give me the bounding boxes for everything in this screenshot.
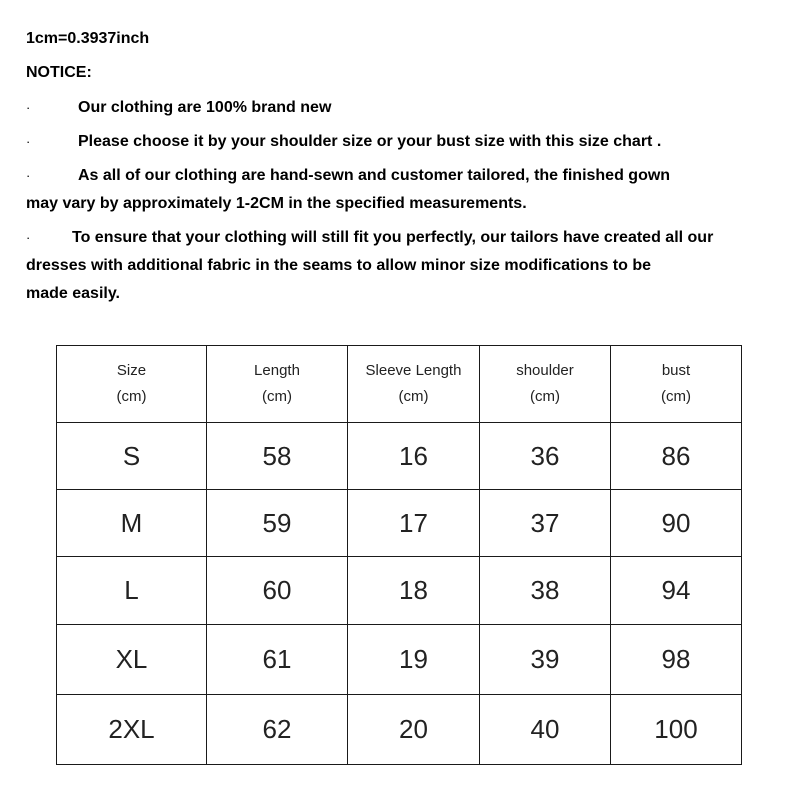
column-header-label: Sleeve Length <box>365 362 462 379</box>
column-header-label: shoulder <box>516 362 574 379</box>
bullet-icon: · <box>26 134 31 149</box>
cell-length: 59 <box>207 490 348 557</box>
cell-shoulder: 40 <box>480 695 611 765</box>
notice-title: NOTICE: <box>26 64 92 81</box>
column-header-bust <box>611 346 742 423</box>
bullet-icon: · <box>26 100 31 115</box>
column-header-shoulder <box>480 346 611 423</box>
cell-bust: 94 <box>611 557 742 625</box>
cell-shoulder: 36 <box>480 423 611 490</box>
bullet-icon: · <box>26 168 31 183</box>
column-header-unit: (cm) <box>116 388 147 405</box>
notice-item <box>26 94 766 122</box>
cell-shoulder: 39 <box>480 625 611 695</box>
cell-length: 61 <box>207 625 348 695</box>
table-row <box>57 695 742 765</box>
table-row <box>57 423 742 490</box>
notice-text: Please choose it by your shoulder size or your bust size with this size chart . <box>78 133 662 150</box>
cell-sleeve-length: 20 <box>348 695 480 765</box>
column-header-length <box>207 346 348 423</box>
notice-text: To ensure that your clothing will still fit you perfectly, our tailors have created all our <box>72 229 714 246</box>
column-header-unit: (cm) <box>661 388 691 405</box>
table-header-row <box>57 346 742 423</box>
cell-size: L <box>57 557 207 625</box>
cell-shoulder: 38 <box>480 557 611 625</box>
notice-text-continued: made easily. <box>26 285 120 302</box>
cell-sleeve-length: 19 <box>348 625 480 695</box>
bullet-icon: · <box>26 230 31 245</box>
column-header-label: Size <box>116 362 147 379</box>
cell-length: 60 <box>207 557 348 625</box>
cell-size: XL <box>57 625 207 695</box>
cell-size: M <box>57 490 207 557</box>
cell-size: S <box>57 423 207 490</box>
cell-bust: 98 <box>611 625 742 695</box>
column-header-label: Length <box>254 362 300 379</box>
cell-length: 62 <box>207 695 348 765</box>
size-chart-table <box>56 345 742 765</box>
cell-bust: 90 <box>611 490 742 557</box>
cell-sleeve-length: 16 <box>348 423 480 490</box>
notice-item <box>26 128 766 156</box>
column-header-unit: (cm) <box>262 388 292 405</box>
table-row <box>57 490 742 557</box>
unit-conversion: 1cm=0.3937inch <box>26 30 150 47</box>
cell-length: 58 <box>207 423 348 490</box>
notice-text: Our clothing are 100% brand new <box>78 99 332 116</box>
notice-item <box>26 224 766 308</box>
column-header-label: bust <box>661 362 691 379</box>
table-row <box>57 625 742 695</box>
notice-text-continued: dresses with additional fabric in the seams to allow minor size modifications to be <box>26 257 652 274</box>
column-header-unit: (cm) <box>530 388 560 405</box>
notice-text-continued: may vary by approximately 1-2CM in the specified measurements. <box>26 195 527 212</box>
cell-bust: 86 <box>611 423 742 490</box>
cell-sleeve-length: 17 <box>348 490 480 557</box>
table-row <box>57 557 742 625</box>
column-header-unit: (cm) <box>398 388 429 405</box>
column-header-size <box>57 346 207 423</box>
column-header-sleeve-length <box>348 346 480 423</box>
cell-bust: 100 <box>611 695 742 765</box>
cell-size: 2XL <box>57 695 207 765</box>
cell-sleeve-length: 18 <box>348 557 480 625</box>
cell-shoulder: 37 <box>480 490 611 557</box>
notice-item <box>26 162 766 218</box>
notice-text: As all of our clothing are hand-sewn and customer tailored, the finished gown <box>78 167 671 184</box>
